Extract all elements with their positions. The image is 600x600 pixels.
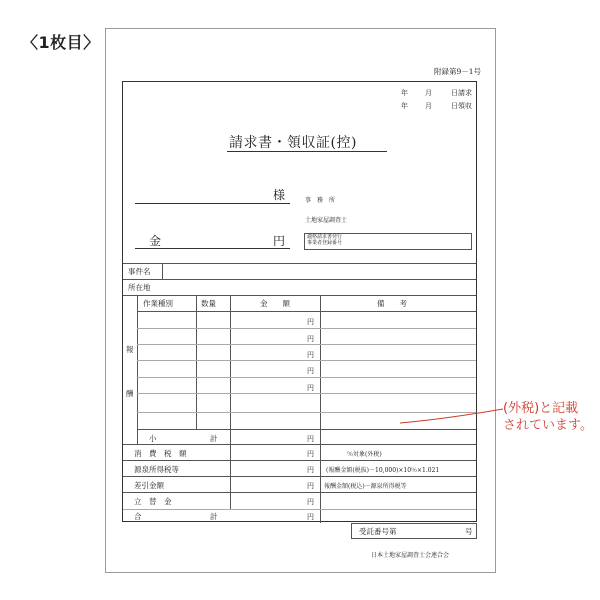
net-amount-remark: 報酬金額(税込)－源泉所得税等 (324, 483, 407, 490)
date-receipt: 日領収 (451, 102, 472, 110)
case-name-label: 事件名 (128, 267, 151, 276)
yen-mark: 円 (307, 513, 314, 521)
yen-mark: 円 (307, 318, 314, 326)
yen-mark: 円 (307, 498, 314, 506)
form-title: 請求書・領収証(控) (229, 135, 357, 151)
header-quantity: 数量 (201, 299, 216, 308)
annotation-connector-line (400, 409, 503, 423)
header-remarks: 備 考 (377, 299, 407, 308)
net-amount-label: 差引金額 (134, 481, 164, 490)
date-month-1: 月 (425, 89, 432, 97)
yen-mark: 円 (307, 466, 314, 474)
yen-mark: 円 (307, 450, 314, 458)
date-year-2: 年 (401, 102, 408, 110)
addressee-suffix: 様 (273, 188, 286, 202)
header-amount: 金 額 (260, 299, 290, 308)
amount-label: 金 (149, 234, 162, 248)
yen-mark: 円 (307, 435, 314, 443)
yen-mark: 円 (307, 351, 314, 359)
subtotal-label-1: 小 (149, 434, 157, 443)
date-year-1: 年 (401, 89, 408, 97)
withholding-tax-label: 源泉所得税等 (134, 465, 179, 474)
page-label: 〈1枚目〉 (22, 33, 100, 52)
yen-mark: 円 (307, 335, 314, 343)
surveyor-label: 土地家屋調査士 (305, 217, 348, 224)
yen-mark: 円 (307, 384, 314, 392)
association-name: 日本土地家屋調査士会連合会 (371, 552, 450, 559)
yen-mark: 円 (307, 367, 314, 375)
date-request: 日請求 (451, 89, 472, 97)
annotation-callout (503, 400, 593, 434)
form-number: 附録第9－1号 (433, 67, 481, 76)
amount-unit: 円 (273, 234, 286, 248)
yen-mark: 円 (307, 482, 314, 490)
annotation-line-2: されています。 (503, 418, 593, 433)
location-label: 所在地 (128, 283, 151, 292)
subtotal-label-2: 計 (210, 434, 218, 443)
withholding-remark: (報酬金額(税抜)－10,000)×10％×1.021 (326, 467, 440, 474)
advance-payment-label: 立 替 金 (134, 497, 172, 506)
header-work-type: 作業種別 (143, 299, 173, 308)
invoice-registration-label: 適格請求書発行 事業者登録番号 (307, 234, 343, 246)
fee-side-label-1: 報 (126, 345, 134, 354)
total-label-1: 合 (134, 512, 142, 521)
receipt-number-suffix: 号 (465, 527, 473, 536)
fee-side-label-2: 酬 (126, 389, 134, 398)
receipt-number-label: 受託番号第 (359, 527, 397, 536)
date-month-2: 月 (425, 102, 432, 110)
office-label: 事 務 所 (305, 197, 336, 204)
consumption-tax-label: 消 費 税 額 (134, 449, 187, 458)
annotation-line-1: (外税)と記載 (503, 401, 579, 416)
total-label-2: 計 (210, 512, 218, 521)
tax-remark: ％対象(外税) (347, 451, 382, 458)
